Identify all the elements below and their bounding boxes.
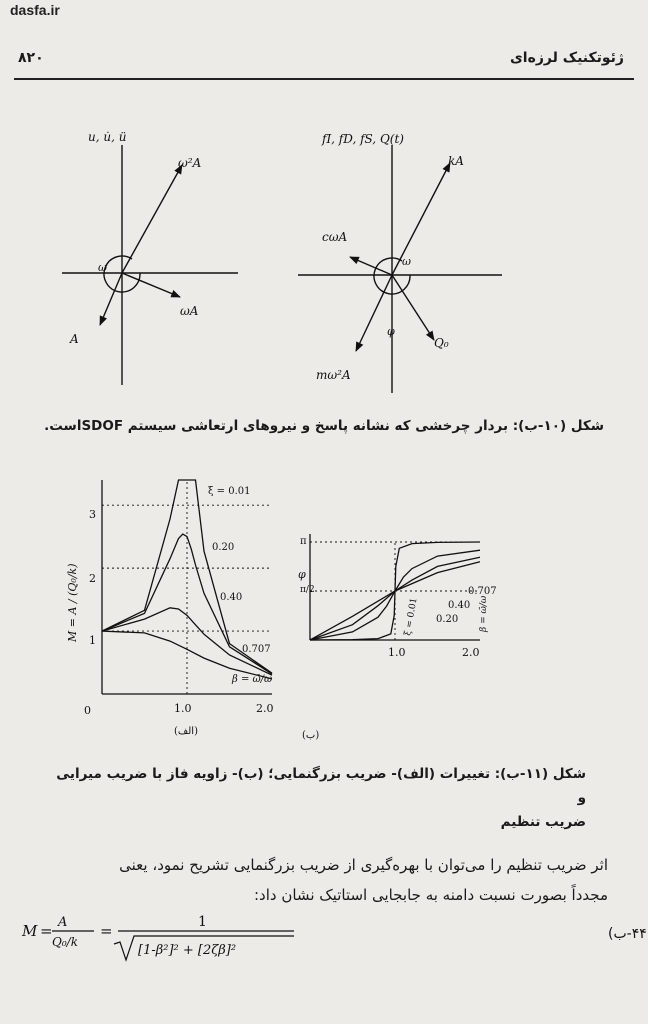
eq-numerator-b: 1 — [198, 914, 207, 930]
a-ylabel: M = A / (Q₀/k) — [66, 563, 79, 642]
page-number: ۸۲۰ — [18, 50, 44, 66]
right-vector-diagram — [298, 145, 502, 393]
eq-denominator-a: Q₀/k — [52, 935, 78, 949]
b-panel-label: (ب) — [302, 730, 320, 741]
right-axis-label: fI, fD, fS, Q(t) — [322, 132, 404, 146]
vector-mw2A — [356, 275, 392, 351]
b-curve-label: 0.40 — [448, 600, 471, 611]
label-Q0: Q₀ — [434, 336, 449, 350]
b-xtick: 1.0 — [388, 646, 406, 659]
a-xtick: 2.0 — [256, 702, 274, 715]
figure-11b-caption-line1: شکل (۱۱-ب): تغییرات (الف)- ضریب بزرگنمایی؛ (ب)- زاویه فاز با ضریب میرایی و — [56, 766, 586, 806]
label-cwA: cωA — [322, 230, 348, 244]
a-curve-label: ξ = 0.01 — [208, 486, 251, 497]
equation-44b — [22, 908, 647, 1008]
vector-A — [100, 273, 122, 325]
vector-wA — [122, 273, 180, 297]
figure-11b-caption-line2: ضریب تنظیم — [500, 814, 586, 830]
a-panel-label: (الف) — [174, 726, 198, 737]
header-rule — [14, 78, 634, 80]
a-ytick: 3 — [89, 508, 96, 521]
label-w2A: ω²A — [178, 156, 202, 170]
a-curve-label: 0.20 — [212, 542, 235, 553]
vector-kA — [392, 163, 450, 275]
a-curve-label: 0.40 — [220, 592, 243, 603]
b-xlabel: β = ω̄/ω — [479, 595, 489, 632]
b-xtick: 2.0 — [462, 646, 480, 659]
eq-lhs: M — [22, 922, 38, 940]
b-curve-label: ξ = 0.01 — [403, 597, 420, 637]
svg-text:=: = — [100, 922, 113, 940]
left-axis-label: u, u̇, ü — [88, 130, 127, 144]
a-curve-label: 0.707 — [242, 644, 271, 655]
b-ytick: π — [300, 536, 307, 547]
label-mw2A: mω²A — [316, 368, 351, 382]
figure-11b-caption — [46, 762, 586, 834]
b-ylabel: φ — [298, 568, 306, 581]
a-ytick: 0 — [84, 704, 91, 717]
eq-numerator-a: A — [58, 915, 68, 930]
eq-radicand: [1-β²]² + [2ζβ]² — [138, 943, 237, 958]
chart-phase-angle — [300, 528, 510, 753]
chart-magnification — [62, 472, 294, 752]
paragraph-line1: اثر ضریب تنظیم را می‌توان با بهره‌گیری از ضریب بزرگنمایی تشریح نمود، یعنی — [119, 856, 608, 874]
b-ytick: π/2 — [300, 585, 315, 595]
a-xtick: 1.0 — [174, 702, 192, 715]
vector-w2A — [122, 165, 182, 273]
b-curve-label: 0.707 — [468, 586, 497, 597]
figure-rotating-vectors — [40, 125, 620, 405]
a-xlabel: β = ω̄/ω — [232, 674, 273, 685]
label-w-right: ω — [402, 255, 411, 268]
svg-text:=: = — [40, 922, 53, 940]
paragraph-line2: مجدداً بصورت نسبت دامنه به جابجایی استاتیک نشان داد: — [254, 886, 608, 904]
label-w-left: ω — [98, 261, 107, 274]
vector-Q0 — [392, 275, 434, 340]
left-vector-diagram — [62, 145, 238, 385]
watermark: dasfa.ir — [10, 2, 60, 18]
b-curve-label: 0.20 — [436, 614, 459, 625]
body-paragraph — [33, 850, 608, 910]
eq-number: ۴۴-ب) — [608, 926, 647, 942]
a-ytick: 1 — [89, 634, 96, 647]
label-A: A — [70, 332, 79, 346]
a-ytick: 2 — [89, 572, 96, 585]
figure-10b-caption: شکل (۱۰-ب): بردار چرخشی که نشانه پاسخ و نیروهای ارتعاشی سیستم SDOFاست. — [44, 418, 604, 434]
label-phi: φ — [387, 325, 395, 338]
label-wA: ωA — [180, 304, 199, 318]
label-kA: kA — [448, 154, 464, 168]
running-head: ژئوتکنیک لرزه‌ای — [509, 50, 624, 66]
